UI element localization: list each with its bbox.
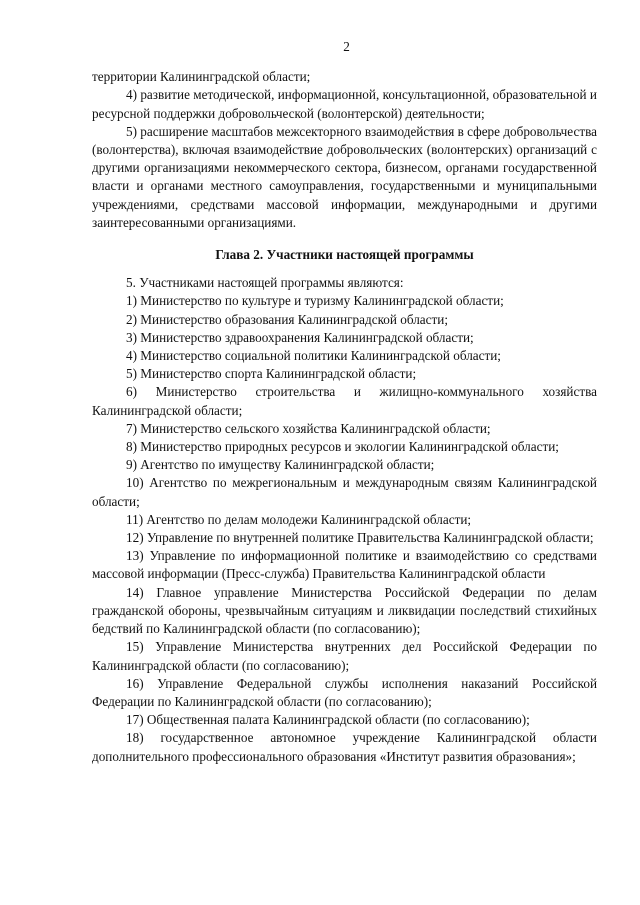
participant-item-4: 4) Министерство социальной политики Калининградской области; xyxy=(126,348,501,364)
participant-item-7: 7) Министерство сельского хозяйства Калининградской области; xyxy=(126,420,491,436)
participant-item-17: 17) Общественная палата Калининградской области (по согласованию); xyxy=(126,712,530,728)
participant-item-5: 5) Министерство спорта Калининградской области; xyxy=(126,366,417,382)
participants-list xyxy=(92,292,597,765)
intro-item-5: 5) расширение масштабов межсекторного взаимодействия в сфере добровольчества (волонтерства), включая взаимодействие добровольческих (волонтерских) организаций с другими организациями некоммерческого сектора, бизнесом, органами государственной власти и органами местного самоуправления, государственными и муниципальными учреждениями, средствами массовой информации, международными и другими заинтересованными организациями. xyxy=(92,123,597,230)
participant-item-3: 3) Министерство здравоохранения Калининградской области; xyxy=(126,329,474,345)
document-page xyxy=(92,38,597,766)
participant-item-2: 2) Министерство образования Калининградской области; xyxy=(126,311,448,327)
chapter-title: Глава 2. Участники настоящей программы xyxy=(215,247,474,263)
participant-item-6: 6) Министерство строительства и жилищно-коммунального хозяйства Калининградской области; xyxy=(92,384,597,418)
participant-item-13: 13) Управление по информационной политике и взаимодействию со средствами массовой информации (Пресс-служба) Правительства Калининградской области xyxy=(92,548,597,582)
continuation-paragraph: территории Калининградской области; xyxy=(92,69,311,85)
participant-item-10: 10) Агентство по межрегиональным и международным связям Калининградской области; xyxy=(92,475,597,509)
participants-lead: 5. Участниками настоящей программы являются: xyxy=(126,275,404,291)
participant-item-9: 9) Агентство по имуществу Калининградской области; xyxy=(126,457,435,473)
participant-item-14: 14) Главное управление Министерства Российской Федерации по делам гражданской обороны, чрезвычайным ситуациям и ликвидации последствий стихийных бедствий по Калининградской области (по согласованию); xyxy=(92,584,597,637)
page-number: 2 xyxy=(343,39,350,54)
intro-item-4: 4) развитие методической, информационной, консультационной, образовательной и ресурсной поддержки добровольческой (волонтерской) деятельности; xyxy=(92,87,597,121)
participant-item-16: 16) Управление Федеральной службы исполнения наказаний Российской Федерации по Калининградской области (по согласованию); xyxy=(92,675,597,709)
participant-item-11: 11) Агентство по делам молодежи Калининградской области; xyxy=(126,511,472,527)
participant-item-1: 1) Министерство по культуре и туризму Калининградской области; xyxy=(126,293,504,309)
participant-item-15: 15) Управление Министерства внутренних дел Российской Федерации по Калининградской области (по согласованию); xyxy=(92,639,597,673)
participant-item-12: 12) Управление по внутренней политике Правительства Калининградской области; xyxy=(126,530,594,546)
participant-item-8: 8) Министерство природных ресурсов и экологии Калининградской области; xyxy=(126,439,559,455)
participant-item-18: 18) государственное автономное учреждение Калининградской области дополнительного профессионального образования «Институт развития образования»; xyxy=(92,730,597,764)
